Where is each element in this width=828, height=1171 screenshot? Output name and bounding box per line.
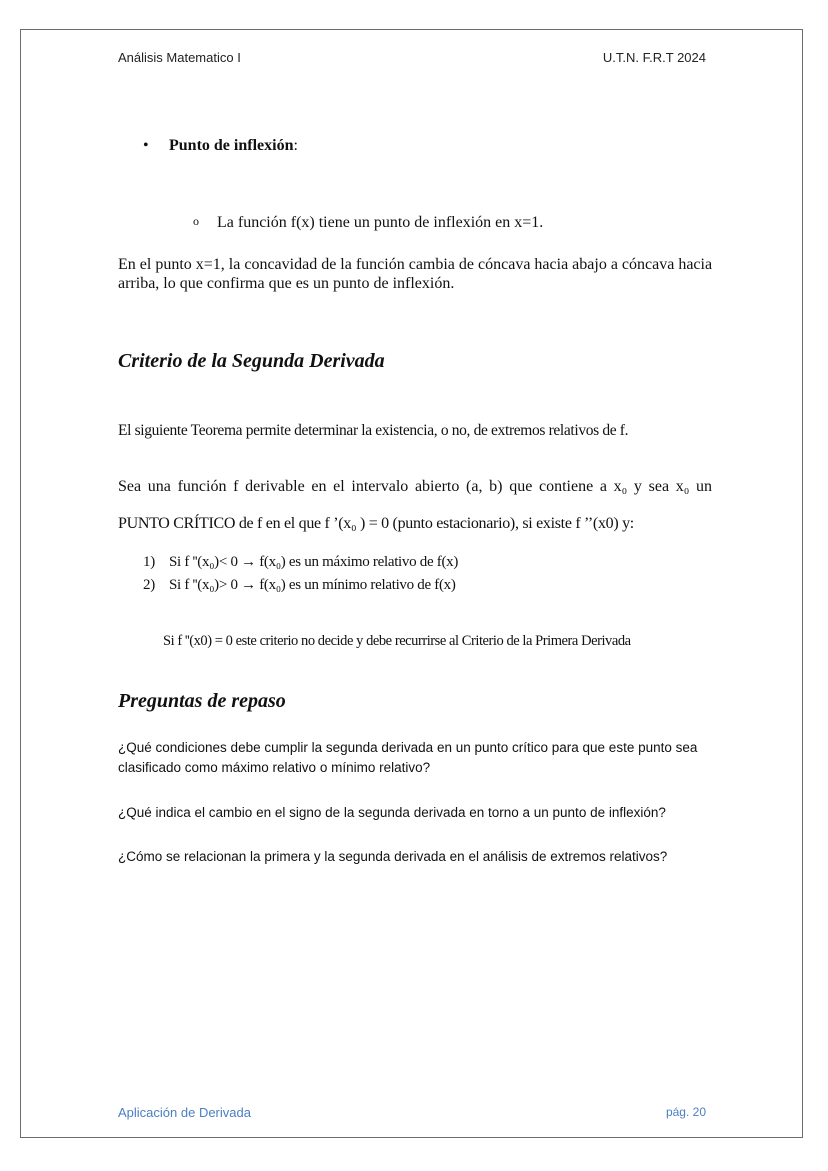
criterio-heading: Criterio de la Segunda Derivada — [118, 350, 385, 372]
question-2: ¿Qué indica el cambio en el signo de la segunda derivada en torno a un punto de inflexión? — [118, 805, 666, 820]
inflexion-colon: : — [293, 137, 298, 154]
condition-text: Si f ''(x₀)< 0 → f(x₀) es un máximo relativo de f(x) — [169, 554, 459, 570]
theorem-intro: El siguiente Teorema permite determinar la existencia, o no, de extremos relativos de f. — [118, 422, 629, 439]
footer-left: Aplicación de Derivada — [118, 1105, 251, 1120]
sea-line-1: Sea una función f derivable en el intervalo abierto (a, b) que contiene a x₀ y sea x₀ un — [118, 478, 712, 495]
inflexion-bullet-item — [143, 137, 298, 155]
header-right: U.T.N. F.R.T 2024 — [602, 50, 706, 65]
circle-bullet-icon: o — [193, 214, 199, 228]
inflexion-paragraph: En el punto x=1, la concavidad de la función cambia de cóncava hacia abajo a cóncava hacia arriba, lo que confirma que es un punto de inflexión. — [118, 256, 713, 292]
page-number: pág. 20 — [665, 1105, 706, 1119]
condition-text: Si f ''(x₀)> 0 → f(x₀) es un mínimo relativo de f(x) — [169, 577, 456, 593]
condition-number: 1) — [143, 554, 155, 570]
condition-2 — [143, 577, 456, 594]
header-left: Análisis Matematico I — [118, 50, 241, 65]
inflexion-title: Punto de inflexión — [169, 137, 294, 154]
sea-line-2: PUNTO CRÍTICO de f en el que f ’(x₀ ) = 0 (punto estacionario), si existe f ’’(x0) y: — [118, 515, 634, 532]
condition-1 — [143, 554, 458, 571]
inflexion-sub-bullet — [193, 214, 543, 232]
preguntas-heading: Preguntas de repaso — [118, 690, 286, 712]
criterio-note: Si f ''(x0) = 0 este criterio no decide y debe recurrirse al Criterio de la Primera Derivada — [163, 633, 631, 649]
question-1: ¿Qué condiciones debe cumplir la segunda derivada en un punto crítico para que este punto sea clasificado como máximo relativo o mínimo relativo? — [118, 740, 698, 775]
bullet-icon: • — [143, 137, 149, 154]
inflexion-sub-text: La función f(x) tiene un punto de inflexión en x=1. — [217, 214, 544, 231]
question-3: ¿Cómo se relacionan la primera y la segunda derivada en el análisis de extremos relativos? — [118, 849, 668, 864]
condition-number: 2) — [143, 577, 155, 593]
